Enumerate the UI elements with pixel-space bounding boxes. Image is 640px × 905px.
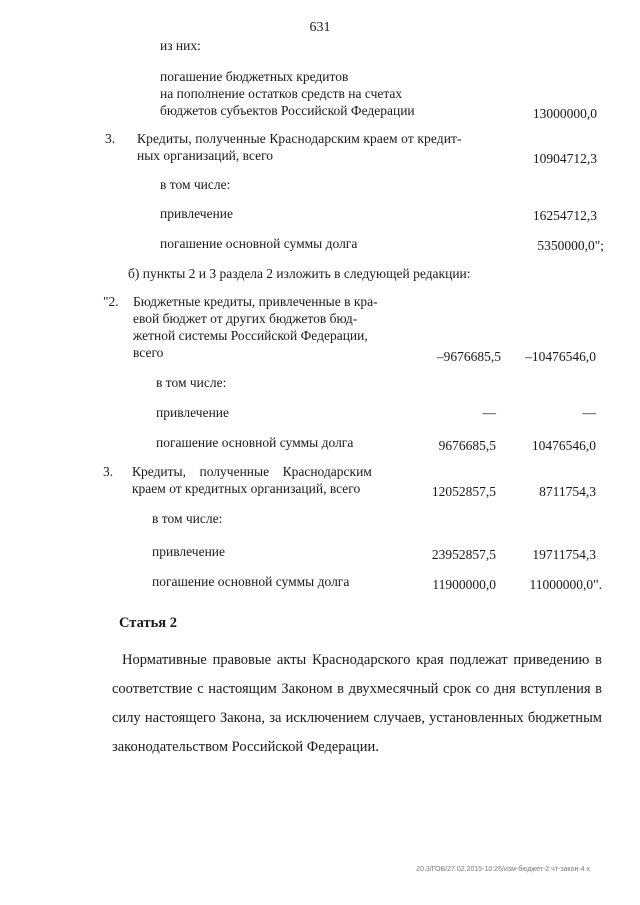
page-number: 631 — [309, 20, 331, 35]
item2-new-row0-col1: — — [482, 405, 496, 420]
item3-old-subtitle: в том числе: — [160, 177, 231, 192]
article-heading: Статья 2 — [119, 615, 177, 631]
item3-old-number: 3. — [105, 131, 116, 146]
item2-new-title-line-2: жетной системы Российской Федерации, — [133, 328, 368, 343]
item3-new-number: 3. — [103, 464, 114, 479]
item3-new-row0-label: привлечение — [152, 544, 226, 559]
item2-new-total-col2: –10476546,0 — [525, 349, 596, 364]
item3-new-row0-col1: 23952857,5 — [431, 547, 496, 562]
item2-new-row1-col2: 10476546,0 — [531, 438, 596, 453]
item2-new-total-col1: –9676685,5 — [436, 349, 501, 364]
item2-new-subtitle: в том числе: — [156, 375, 227, 390]
item3-new-row1-col1: 11900000,0 — [432, 577, 496, 592]
item3-new-title-line1: Кредиты, полученные Краснодарским — [132, 464, 372, 479]
item2-new-row0-col2: — — [582, 405, 596, 420]
item3-new-row0-col2: 19711754,3 — [532, 547, 596, 562]
item3-new-row1-label: погашение основной суммы долга — [152, 574, 350, 589]
item3-old-row1-value: 5350000,0"; — [537, 238, 604, 253]
item2-new-number: "2. — [103, 294, 119, 309]
article-paragraph — [112, 646, 602, 762]
item3-new-title-line2: краем от кредитных организаций, всего — [132, 481, 361, 496]
item3-old-row1-label: погашение основной суммы долга — [160, 236, 358, 251]
item3-old-row0-label: привлечение — [160, 206, 234, 221]
item3-old-title-line1: Кредиты, полученные Краснодарским краем от кредит- — [137, 131, 462, 146]
footer-file-info: 20.3/ГОБ/27.02.2015-10:26/изм-бюджет-2 чт-закон-4 х — [416, 866, 590, 873]
item2-new-row0-label: привлечение — [156, 405, 230, 420]
article-text: Нормативные правовые акты Краснодарского края подлежат приведению в соответствие с настоящим Законом в двухмесячный срок со дня вступления в силу настоящего Закона, за исключением случаев, установленных бюджетным законодательством Российской Федерации. — [112, 652, 602, 755]
item3-new-total-col2: 8711754,3 — [539, 484, 596, 499]
item3-new-row1-col2: 11000000,0". — [529, 577, 602, 592]
section1-line-3: бюджетов субъектов Российской Федерации — [160, 103, 415, 118]
item2-new-title-line-0: Бюджетные кредиты, привлеченные в кра- — [133, 294, 378, 309]
item2-new-row1-label: погашение основной суммы долга — [156, 435, 354, 450]
section1-line-2: на пополнение остатков средств на счетах — [160, 86, 403, 101]
section1-value: 13000000,0 — [532, 106, 597, 121]
section1-line-0: из них: — [160, 38, 201, 53]
instruction-line: б) пункты 2 и 3 раздела 2 изложить в следующей редакции: — [128, 266, 471, 281]
section1-line-1: погашение бюджетных кредитов — [160, 69, 349, 84]
item2-new-row1-col1: 9676685,5 — [438, 438, 496, 453]
item3-old-row0-value: 16254712,3 — [532, 208, 597, 223]
item2-new-title-line-3: всего — [133, 345, 164, 360]
item3-old-title-line2: ных организаций, всего — [137, 148, 274, 163]
item2-new-title-line-1: евой бюджет от других бюджетов бюд- — [133, 311, 358, 326]
item3-old-total: 10904712,3 — [532, 151, 597, 166]
item3-new-subtitle: в том числе: — [152, 511, 223, 526]
item3-new-total-col1: 12052857,5 — [431, 484, 496, 499]
